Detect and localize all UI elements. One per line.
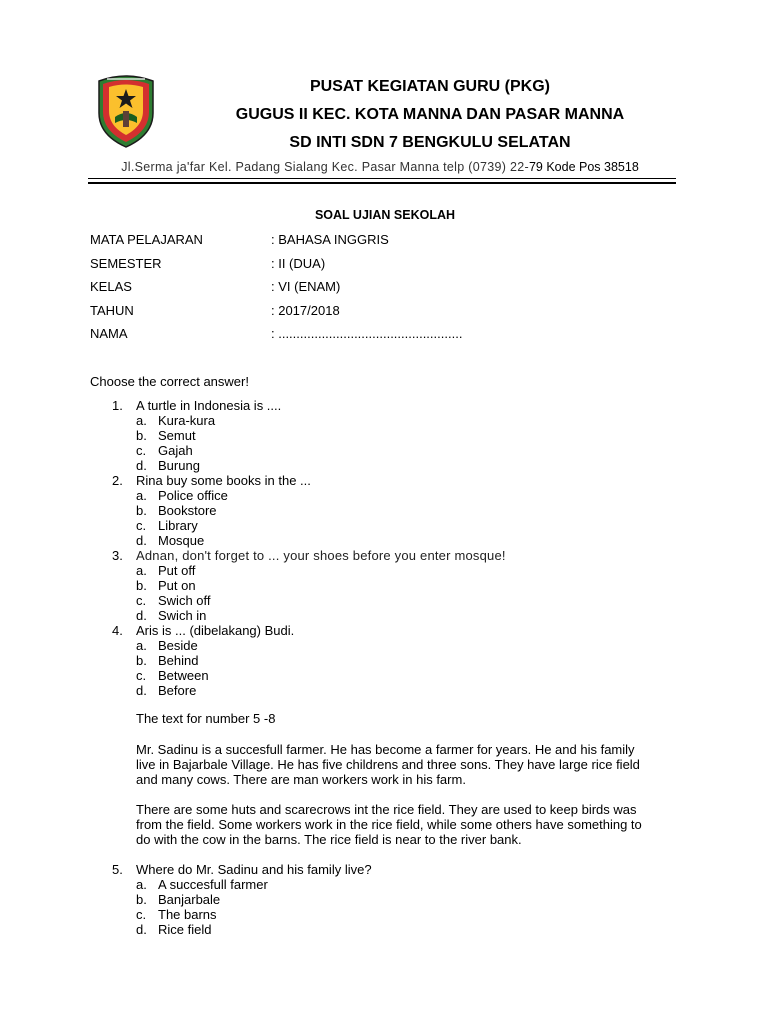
option-letter: c. [136,907,147,922]
option-letter: a. [136,413,147,428]
identity-row [90,303,590,327]
option-text: Between [158,668,209,683]
school-address [95,160,665,174]
option-letter: a. [136,877,147,892]
option-letter: c. [136,593,147,608]
option-text: Put on [158,578,196,593]
letterhead-line-3: SD INTI SDN 7 BENGKULU SELATAN [289,134,571,151]
option-letter: d. [136,683,147,698]
identity-label: NAMA [90,326,128,341]
identity-label: SEMESTER [90,255,162,271]
name-blank-field: : ................................................... [271,326,463,341]
address-part-b: 79 Kode Pos 38518 [528,160,639,174]
reading-paragraph-2 [136,802,686,847]
school-district-logo-icon [93,73,159,149]
paragraph-line: live in Bajarbale Village. He has five childrens and three sons. They have large rice field [136,757,640,772]
identity-table [90,232,590,350]
option-letter: d. [136,922,147,937]
option-text: Library [158,518,198,533]
option-letter: b. [136,653,147,668]
question-stem: Where do Mr. Sadinu and his family live? [136,862,372,877]
option-text: Rice field [158,922,212,937]
identity-label: TAHUN [90,302,134,318]
question-number: 5. [112,862,123,877]
option-letter: c. [136,518,147,533]
document-title: SOAL UJIAN SEKOLAH [314,208,456,222]
letterhead-divider-thick [88,182,676,184]
address-part-a: Jl.Serma ja'far Kel. Padang Sialang Kec. Pasar Manna telp (0739) 22- [121,160,529,174]
paragraph-line: do with the cow in the barns. The rice field is near to the river bank. [136,832,522,847]
option-text: Beside [158,638,198,653]
identity-label: MATA PELAJARAN [90,232,203,247]
question-number: 4. [112,623,123,638]
option-text: Gajah [158,443,193,458]
option-text: A succesfull farmer [158,877,268,892]
option-text: Kura-kura [158,413,216,428]
identity-value: : 2017/2018 [271,302,340,318]
identity-label: KELAS [90,279,132,294]
letterhead-line-2: GUGUS II KEC. KOTA MANNA DAN PASAR MANNA [235,106,625,123]
option-letter: b. [136,578,147,593]
identity-value: : BAHASA INGGRIS [271,232,389,247]
option-text: Before [158,683,197,698]
option-letter: d. [136,458,147,473]
option-text: The barns [158,907,217,922]
question-stem: A turtle in Indonesia is .... [136,398,282,413]
question-number: 3. [112,548,123,563]
reading-heading: The text for number 5 -8 [136,711,276,726]
letterhead-line-1: PUSAT KEGIATAN GURU (PKG) [310,78,550,95]
letterhead-divider-thin [88,178,676,179]
paragraph-line: There are some huts and scarecrows int the rice field. They are used to keep birds was [136,802,637,817]
option-text: Police office [158,488,228,503]
option-text: Swich in [158,608,207,623]
option-letter: a. [136,488,147,503]
identity-row [90,232,590,256]
identity-value: : VI (ENAM) [271,279,341,294]
identity-row [90,256,590,280]
question-number: 2. [112,473,123,488]
option-letter: b. [136,503,147,518]
identity-row [90,326,590,350]
option-letter: a. [136,638,147,653]
option-letter: b. [136,892,147,907]
option-letter: b. [136,428,147,443]
option-text: Bookstore [158,503,217,518]
option-letter: c. [136,668,147,683]
paragraph-line: Mr. Sadinu is a succesfull farmer. He has become a farmer for years. He and his family [136,742,635,757]
option-letter: d. [136,608,147,623]
question-stem: Adnan, don't forget to ... your shoes before you enter mosque! [136,548,506,563]
question-number: 1. [112,398,123,413]
paragraph-line: from the field. Some workers work in the rice field, while some others have something to [136,817,642,832]
reading-paragraph-1 [136,742,686,787]
option-letter: c. [136,443,147,458]
option-text: Put off [158,563,196,578]
option-letter: d. [136,533,147,548]
option-text: Swich off [158,593,211,608]
question-stem: Aris is ... (dibelakang) Budi. [136,623,295,638]
instruction-text: Choose the correct answer! [90,374,249,389]
question-stem: Rina buy some books in the ... [136,473,311,488]
option-text: Mosque [158,533,205,548]
paragraph-line: and many cows. There are man workers work in his farm. [136,772,466,787]
option-text: Burung [158,458,200,473]
identity-value: : II (DUA) [271,255,326,271]
option-text: Behind [158,653,199,668]
option-text: Banjarbale [158,892,221,907]
identity-row [90,279,590,303]
option-letter: a. [136,563,147,578]
option-text: Semut [158,428,196,443]
